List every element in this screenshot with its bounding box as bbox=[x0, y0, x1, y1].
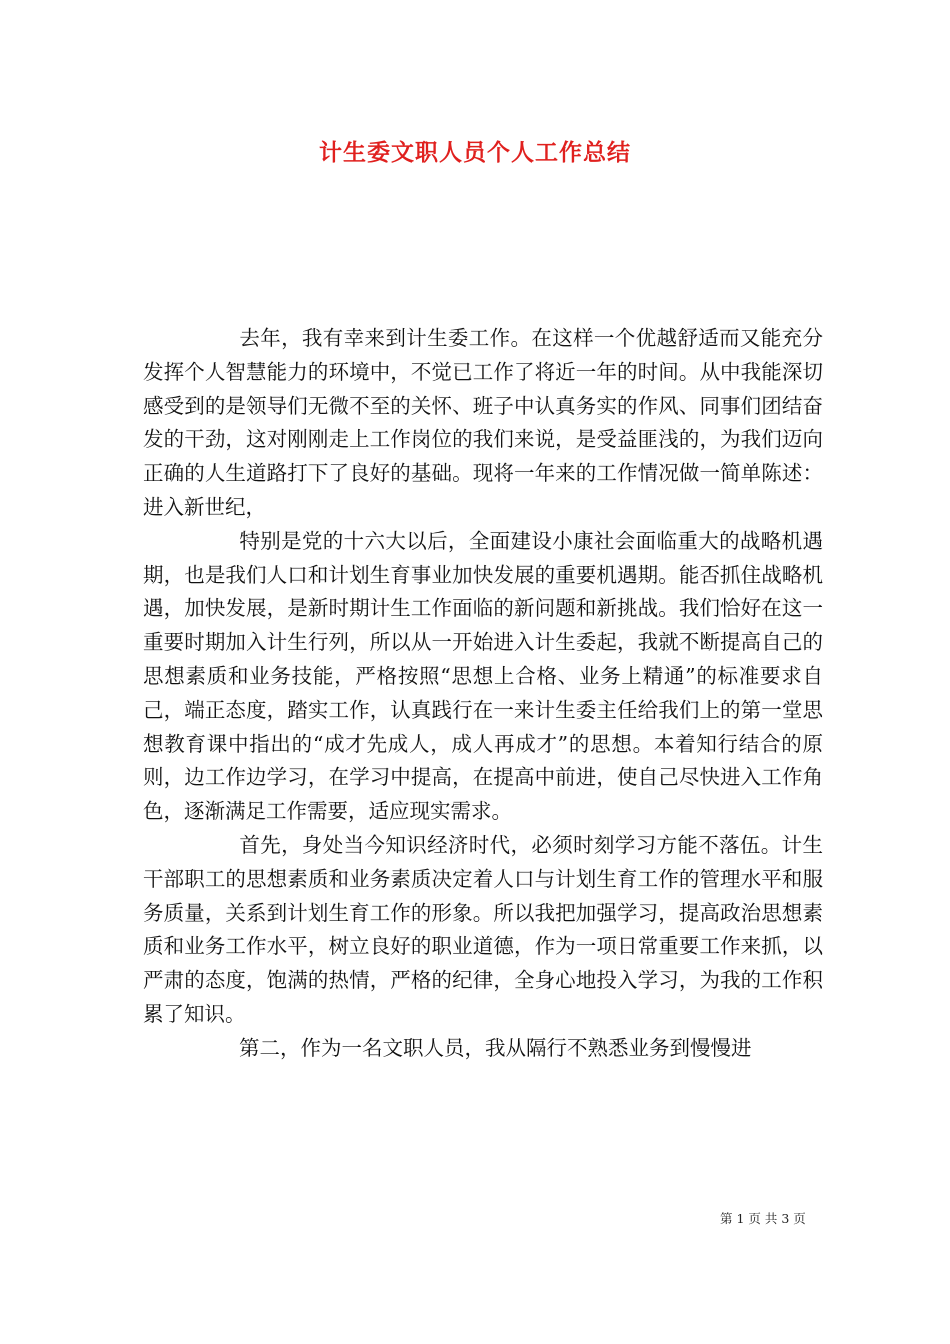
paragraph-2 bbox=[143, 525, 823, 829]
document-title: 计生委文职人员个人工作总结 bbox=[319, 139, 631, 166]
paragraph-1 bbox=[143, 322, 823, 525]
paragraph-4 bbox=[143, 1032, 823, 1066]
paragraph-1-text: 去年，我有幸来到计生委工作。在这样一个优越舒适而又能充分发挥个人智慧能力的环境中，不觉已工作了将近一年的时间。从中我能深切感受到的是领导们无微不至的关怀、班子中认真务实的作风、同事们团结奋发的干劲，这对刚刚走上工作岗位的我们来说，是受益匪浅的，为我们迈向正确的人生道路打下了良好的基础。现将一年来的工作情况做一简单陈述：进入新世纪， bbox=[143, 326, 823, 519]
paragraph-4-text: 第二，作为一名文职人员，我从隔行不熟悉业务到慢慢进 bbox=[239, 1035, 752, 1060]
paragraph-3-text: 首先，身处当今知识经济时代，必须时刻学习方能不落伍。计生干部职工的思想素质和业务素质决定着人口与计划生育工作的管理水平和服务质量，关系到计划生育工作的形象。所以我把加强学习，提高政治思想素质和业务工作水平，树立良好的职业道德，作为一项日常重要工作来抓，以严肃的态度，饱满的热情，严格的纪律，全身心地投入学习，为我的工作积累了知识。 bbox=[143, 832, 823, 1026]
document-body bbox=[143, 322, 823, 1066]
page-footer: 第 1 页 共 3 页 bbox=[720, 1211, 806, 1226]
paragraph-2-text: 特别是党的十六大以后，全面建设小康社会面临重大的战略机遇期，也是我们人口和计划生育事业加快发展的重要机遇期。能否抓住战略机遇，加快发展，是新时期计生工作面临的新问题和新挑战。我们恰好在这一重要时期加入计生行列，所以从一开始进入计生委起，我就不断提高自己的思想素质和业务技能，严格按照“思想上合格、业务上精通”的标准要求自己，端正态度，踏实工作，认真践行在一来计生委主任给我们上的第一堂思想教育课中指出的“成才先成人，成人再成才”的思想。本着知行结合的原则，边工作边学习，在学习中提高，在提高中前进，使自己尽快进入工作角色，逐渐满足工作需要，适应现实需求。 bbox=[143, 528, 823, 824]
paragraph-3 bbox=[143, 829, 823, 1032]
